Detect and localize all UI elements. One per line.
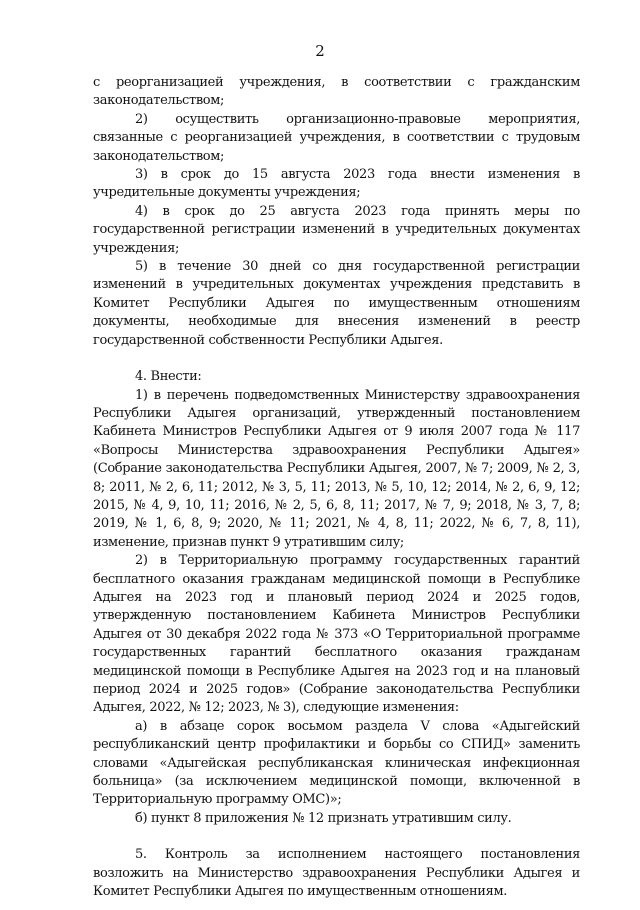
paragraph-continuation: с реорганизацией учреждения, в соответствии с гражданским законодательством; [93,75,580,109]
document-body [93,74,580,901]
paragraph-item-2: 2) осуществить организационно-правовые мероприятия, связанные с реорганизацией учреждения, в соответствии с трудовым законодательством; [93,111,580,164]
section-4-item-2a: а) в абзаце сорок восьмом раздела V слова «Адыгейский республиканский центр профилактики и борьбы со СПИД» заменить словами «Адыгейская республиканская клиническая инфекционная больница» (за исключением медицинской помощи, включенной в Территориальную программу ОМС)»; [93,718,580,808]
paragraph-item-5: 5) в течение 30 дней со дня государственной регистрации изменений в учредительных документах учреждения представить в Комитет Республики Адыгея по имущественным отношениям документы, необходимые для внесения изменений в реестр государственной собственности Республики Адыгея. [93,259,580,348]
section-5-paragraph: 5. Контроль за исполнением настоящего постановления возложить на Министерство здравоохранения Республики Адыгея и Комитет Республики Адыгея по имущественным отношениям. [93,847,580,900]
paragraph-item-3: 3) в срок до 15 августа 2023 года внести изменения в учредительные документы учреждения; [93,167,580,201]
page-number: 2 [315,42,325,60]
paragraph-spacer [93,828,580,846]
section-4-heading: 4. Внести: [135,369,202,385]
paragraph-spacer [93,350,580,368]
section-4-item-2b: б) пункт 8 приложения № 12 признать утратившим силу. [135,810,512,826]
section-4-item-2: 2) в Территориальную программу государственных гарантий бесплатного оказания гражданам медицинской помощи в Республике Адыгея на 2023 год и плановый период 2024 и 2025 годов, утвержденную постановлением Кабинета Министров Республики Адыгея от 30 декабря 2022 года № 373 «О Территориальной программе государственных гарантий бесплатного оказания гражданам медицинской помощи в Республике Адыгея на 2023 год и на плановый период 2024 и 2025 годов» (Собрание законодательства Республики Адыгея, 2022, № 12; 2023, № 3), следующие изменения: [93,553,580,716]
paragraph-item-4: 4) в срок до 25 августа 2023 года принять меры по государственной регистрации изменений в учредительных документах учреждения; [93,203,580,256]
section-4-item-1: 1) в перечень подведомственных Министерству здравоохранения Республики Адыгея организаций, утвержденный постановлением Кабинета Министров Республики Адыгея от 9 июля 2007 года № 117 «Вопросы Министерства здравоохранения Республики Адыгея» (Собрание законодательства Республики Адыгея, 2007, № 7; 2009, № 2, 3, 8; 2011, № 2, 6, 11; 2012, № 3, 5, 11; 2013, № 5, 10, 12; 2014, № 2, 6, 9, 12; 2015, № 4, 9, 10, 11; 2016, № 2, 5, 6, 8, 11; 2017, № 7, 9; 2018, № 3, 7, 8; 2019, № 1, 6, 8, 9; 2020, № 11; 2021, № 4, 8, 11; 2022, № 6, 7, 8, 11), изменение, признав пункт 9 утратившим силу; [93,387,580,550]
